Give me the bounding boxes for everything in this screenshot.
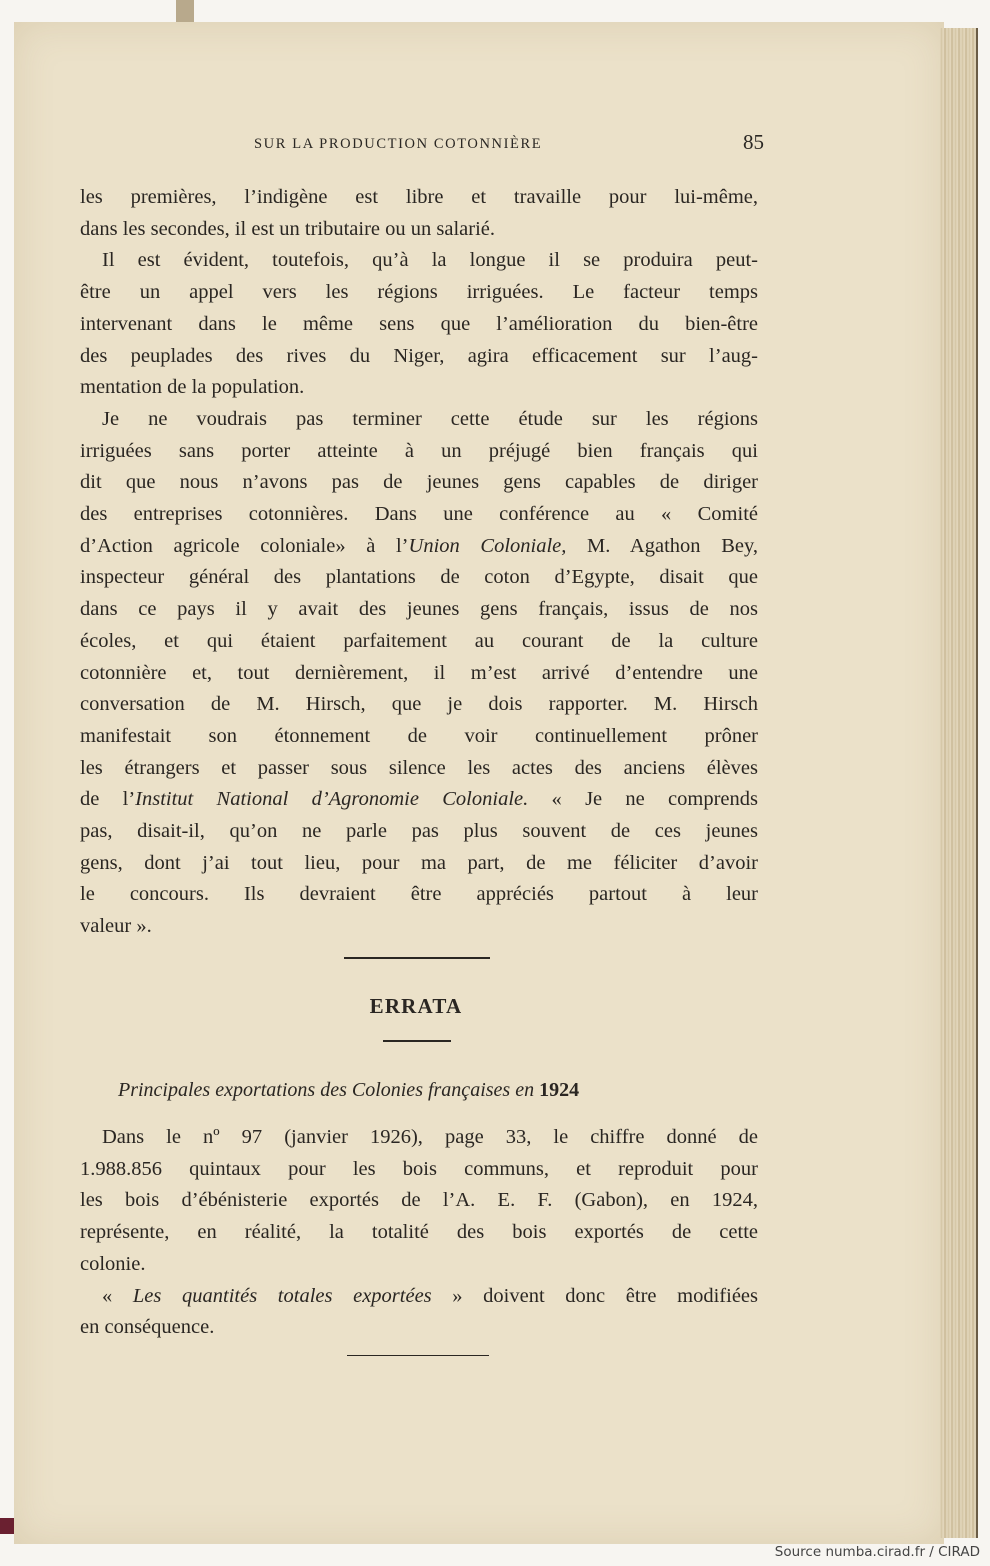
text-segment: M. Agathon Bey,	[566, 534, 759, 557]
text-line: Il est évident, toutefois, qu’à la longue il se produira peut-	[102, 249, 758, 272]
italic-title: Union Coloniale,	[408, 534, 567, 557]
text-line: des peuplades des rives du Niger, agira efficacement sur l’aug-	[80, 344, 758, 367]
page-edges	[940, 28, 978, 1538]
text-segment: «	[102, 1284, 133, 1307]
text-line: écoles, et qui étaient parfaitement au courant de la culture	[80, 629, 758, 652]
text-segment: d’Action agricole coloniale» à l’	[80, 534, 409, 557]
text-line: inspecteur général des plantations de coton d’Egypte, disait que	[80, 566, 758, 589]
text-line: pas, disait-il, qu’on ne parle pas plus souvent de ces jeunes	[80, 820, 758, 843]
text-line	[80, 531, 758, 563]
errata-text	[80, 1122, 758, 1344]
main-text	[80, 182, 758, 943]
text-line: les bois d’ébénisterie exportés de l’A. E. F. (Gabon), en 1924,	[80, 1189, 758, 1212]
text-segment: » doivent donc être modifiées	[431, 1284, 758, 1307]
text-line	[80, 1281, 758, 1313]
text-line: mentation de la population.	[80, 376, 305, 399]
errata-subtitle	[118, 1079, 579, 1102]
text-line: colonie.	[80, 1252, 146, 1275]
text-segment: de l’	[80, 788, 136, 811]
italic-phrase: Les quantités totales exportées	[132, 1284, 432, 1307]
page-number: 85	[743, 130, 764, 154]
text-line: dans les secondes, il est un tributaire ou un salarié.	[80, 217, 496, 240]
running-title: SUR LA PRODUCTION COTONNIÈRE	[254, 136, 543, 152]
text-line: représente, en réalité, la totalité des bois exportés de cette	[80, 1221, 758, 1244]
text-segment: « Je ne comprends	[528, 788, 758, 811]
cover-corner	[0, 1518, 14, 1534]
text-line: dit que nous n’avons pas de jeunes gens capables de diriger	[80, 471, 758, 494]
subtitle-italic: Principales exportations des Colonies françaises en	[118, 1079, 535, 1101]
text-line: le concours. Ils devraient être appréciés partout à leur	[80, 883, 758, 906]
text-line: Je ne voudrais pas terminer cette étude sur les régions	[102, 407, 758, 430]
text-line: gens, dont j’ai tout lieu, pour ma part, de me féliciter d’avoir	[80, 851, 758, 874]
text-line: dans ce pays il y avait des jeunes gens français, issus de nos	[80, 598, 758, 621]
page-header	[254, 130, 764, 158]
heading-underline	[383, 1040, 451, 1042]
text-line: cotonnière et, tout dernièrement, il m’est arrivé d’entendre une	[80, 661, 758, 684]
section-rule	[344, 957, 490, 959]
errata-heading: ERRATA	[369, 994, 463, 1018]
closing-rule	[347, 1355, 489, 1356]
text-line: conversation de M. Hirsch, que je dois rapporter. M. Hirsch	[80, 693, 758, 716]
text-line: les premières, l’indigène est libre et travaille pour lui-même,	[80, 186, 758, 208]
text-line: en conséquence.	[80, 1316, 215, 1339]
text-line: des entreprises cotonnières. Dans une conférence au « Comité	[80, 503, 758, 526]
text-line: les étrangers et passer sous silence les actes des anciens élèves	[80, 756, 758, 779]
italic-title: Institut National d’Agronomie Coloniale.	[135, 788, 529, 811]
text-line: irriguées sans porter atteinte à un préjugé bien français qui	[80, 439, 758, 462]
text-line: 1.988.856 quintaux pour les bois communs, et reproduit pour	[80, 1157, 758, 1180]
text-line: Dans le nº 97 (janvier 1926), page 33, le chiffre donné de	[102, 1126, 758, 1148]
text-line: intervenant dans le même sens que l’amélioration du bien-être	[80, 312, 758, 335]
source-credit: Source numba.cirad.fr / CIRAD	[774, 1544, 980, 1560]
text-line: manifestait son étonnement de voir continuellement prôner	[80, 724, 758, 747]
text-line: valeur ».	[80, 915, 152, 938]
text-line	[80, 784, 758, 816]
text-line: être un appel vers les régions irriguées. Le facteur temps	[80, 281, 758, 304]
subtitle-year: 1924	[539, 1079, 580, 1101]
